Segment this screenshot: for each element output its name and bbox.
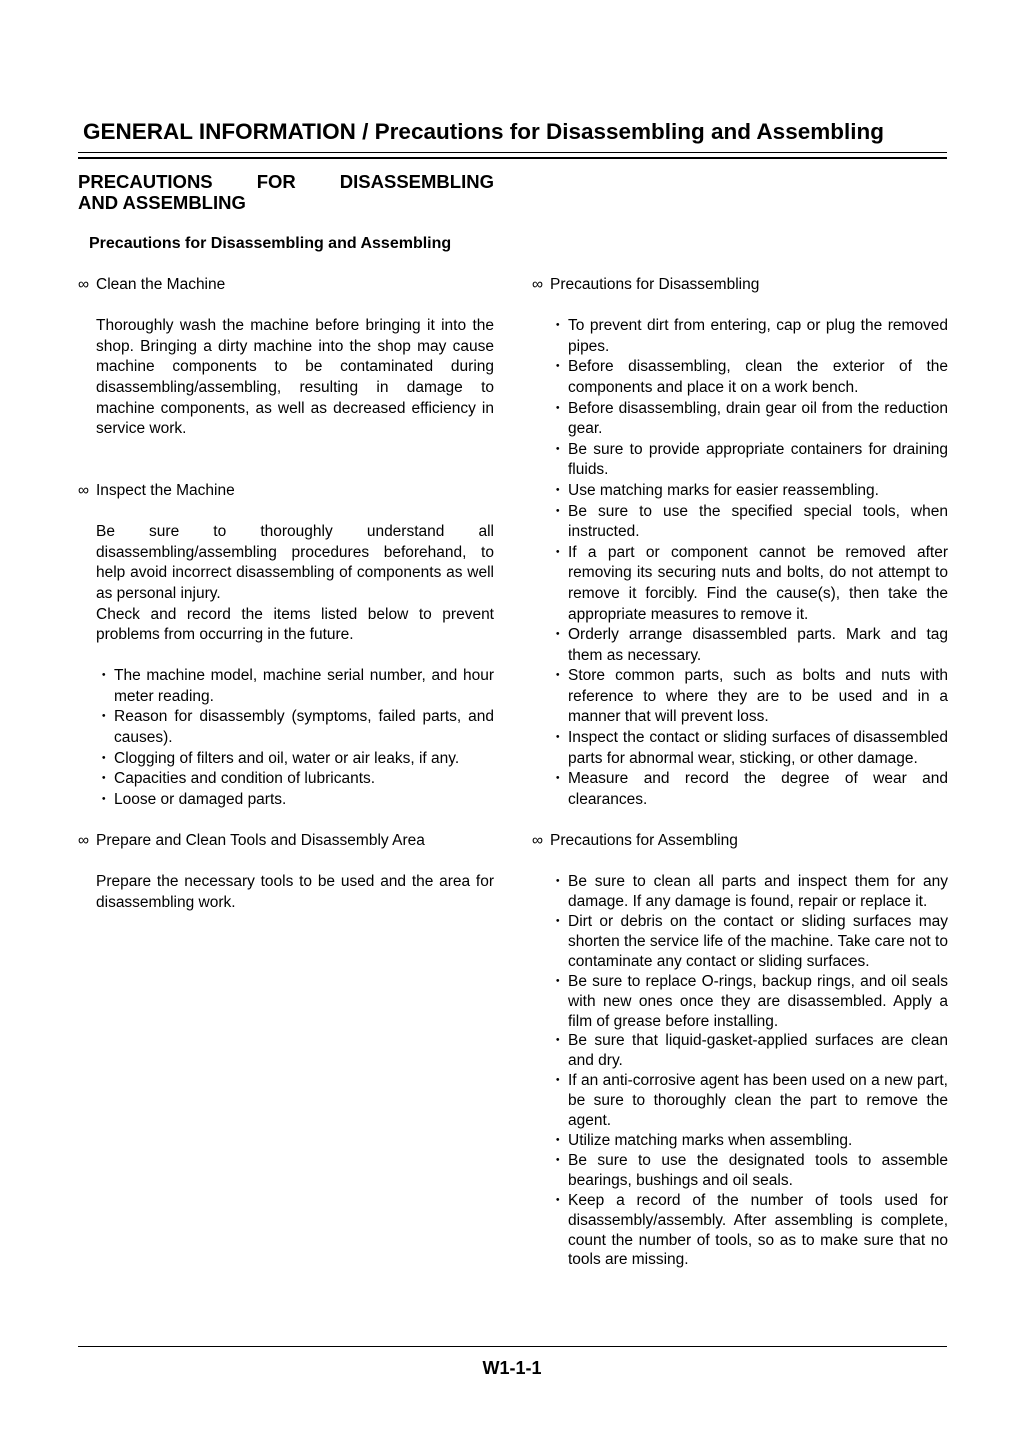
bullet-dot-icon: ・ (550, 1072, 566, 1090)
list-item: ・ Reason for disassembly (symptoms, failed parts, and causes). (96, 708, 494, 747)
page-header-title: GENERAL INFORMATION / Precautions for Disassembling and Assembling (83, 119, 884, 144)
bullet-dot-icon: ・ (550, 667, 566, 685)
list-item: ・ Dirt or debris on the contact or sliding surfaces may shorten the service life of the machine. Take care not to contaminate any contact or sliding surfaces. (550, 913, 948, 970)
left-column (78, 275, 494, 913)
bullet-dot-icon: ・ (550, 543, 566, 561)
bullet-dot-icon: ・ (550, 502, 566, 520)
section-title-line1: PRECAUTIONS FOR DISASSEMBLING (78, 171, 494, 192)
bullet-dot-icon: ・ (550, 626, 566, 644)
topic-heading: Clean the Machine (96, 276, 226, 293)
topic-heading: Prepare and Clean Tools and Disassembly Area (96, 832, 425, 850)
topic-inspect-machine (78, 481, 494, 502)
header-rule-top (78, 152, 947, 153)
bullet-dot-icon: ・ (550, 481, 566, 499)
bullet-dot-icon: ・ (96, 667, 112, 685)
topic-precautions-disassembling (532, 275, 948, 296)
bullet-dot-icon: ・ (550, 317, 566, 335)
topic-precautions-assembling (532, 831, 948, 852)
infinity-bullet-icon: ∞ (78, 481, 90, 499)
list-item: ・ The machine model, machine serial number, and hour meter reading. (96, 667, 494, 705)
disassembling-list (532, 316, 948, 810)
list-item: ・ Utilize matching marks when assembling. (550, 1132, 853, 1149)
list-item: ・ Be sure to clean all parts and inspect them for any damage. If any damage is found, repair or replace it. (550, 873, 948, 911)
infinity-bullet-icon: ∞ (532, 832, 544, 850)
assembling-list (532, 872, 948, 1270)
bullet-dot-icon: ・ (550, 913, 566, 931)
topic-heading: Inspect the Machine (96, 481, 235, 499)
inspect-checklist (78, 666, 494, 810)
bullet-dot-icon: ・ (550, 1032, 566, 1050)
list-item: ・ Loose or damaged parts. (78, 790, 494, 811)
list-item: ・ Be sure to use the designated tools to assemble bearings, bushings and oil seals. (550, 1151, 948, 1189)
subsection-title: Precautions for Disassembling and Assembling (89, 235, 452, 252)
footer-rule (78, 1346, 947, 1347)
list-item: ・ Be sure to use the specified special tools, when instructed. (550, 502, 948, 541)
bullet-dot-icon: ・ (96, 749, 112, 767)
list-item: ・ Before disassembling, clean the exterior of the components and place it on a work bench. (550, 358, 948, 396)
list-item: ・ To prevent dirt from entering, cap or plug the removed pipes. (550, 317, 948, 355)
bullet-dot-icon: ・ (550, 873, 566, 891)
list-item: ・ Before disassembling, drain gear oil from the reduction gear. (550, 399, 948, 438)
list-item: ・ Measure and record the degree of wear and clearances. (550, 770, 948, 808)
list-item: ・ Keep a record of the number of tools used for disassembly/assembly. After assembling is complete, count the number of tools, so as to make sure that no tools are missing. (550, 1191, 948, 1269)
bullet-dot-icon: ・ (550, 399, 566, 417)
bullet-dot-icon: ・ (550, 440, 566, 458)
section-title-line2: AND ASSEMBLING (78, 192, 246, 213)
bullet-dot-icon: ・ (550, 729, 566, 747)
header-rule-bottom (78, 157, 947, 159)
page-number: W1-1-1 (482, 1358, 542, 1378)
topic-heading: Precautions for Assembling (550, 832, 738, 850)
bullet-dot-icon: ・ (550, 770, 566, 788)
list-item: ・ Be sure to provide appropriate containers for draining fluids. (550, 440, 948, 479)
bullet-dot-icon: ・ (550, 1191, 566, 1209)
topic-clean-machine (78, 275, 494, 296)
right-column (532, 275, 948, 1270)
topic-heading: Precautions for Disassembling (550, 276, 760, 293)
topic-prepare-tools (78, 831, 494, 852)
infinity-bullet-icon: ∞ (78, 832, 90, 850)
list-item: ・ If a part or component cannot be removed after removing its securing nuts and bolts, do not attempt to remove it forcibly. Find the cause(s), then take the appropriate measures to remove it. (550, 543, 948, 623)
section-title (78, 171, 494, 213)
bullet-dot-icon: ・ (550, 1151, 566, 1169)
bullet-dot-icon: ・ (550, 972, 566, 990)
infinity-bullet-icon: ∞ (78, 276, 90, 293)
list-item: ・ Capacities and condition of lubricants. (78, 769, 494, 790)
clean-machine-body: Thoroughly wash the machine before bringing it into the shop. Bringing a dirty machine into the shop may cause machine components to be contaminated during disassembling/assembling, resulting in damage to machine components, as well as decreased efficiency in service work. (96, 317, 494, 438)
list-item: ・ If an anti-corrosive agent has been used on a new part, be sure to thoroughly clean the part to remove the agent. (550, 1072, 948, 1130)
list-item: ・ Use matching marks for easier reassembling. (532, 481, 948, 502)
inspect-machine-body-1: Be sure to thoroughly understand all disassembling/assembling procedures beforehand, to help avoid incorrect disassembling of components as well as personal injury. (96, 523, 494, 602)
list-item: ・ Be sure that liquid-gasket-applied surfaces are clean and dry. (550, 1032, 948, 1070)
inspect-machine-body-2: Check and record the items listed below to prevent problems from occurring in the future. (96, 605, 494, 644)
list-item: ・ Inspect the contact or sliding surfaces of disassembled parts for abnormal wear, sticking, or other damage. (550, 729, 948, 767)
infinity-bullet-icon: ∞ (532, 276, 544, 293)
bullet-dot-icon: ・ (550, 1132, 566, 1149)
bullet-dot-icon: ・ (550, 358, 566, 376)
list-item: ・ Orderly arrange disassembled parts. Mark and tag them as necessary. (550, 626, 948, 664)
bullet-dot-icon: ・ (96, 708, 112, 726)
prepare-tools-body: Prepare the necessary tools to be used and the area for disassembling work. (96, 873, 494, 911)
bullet-dot-icon: ・ (96, 790, 112, 808)
bullet-dot-icon: ・ (96, 770, 112, 788)
list-item: ・ Be sure to replace O-rings, backup rings, and oil seals with new ones once they are disassembled. Apply a film of grease before installing. (550, 972, 948, 1030)
list-item: ・ Store common parts, such as bolts and nuts with reference to where they are to be used and in a manner that will prevent loss. (550, 667, 948, 726)
list-item: ・ Clogging of filters and oil, water or air leaks, if any. (78, 749, 494, 770)
